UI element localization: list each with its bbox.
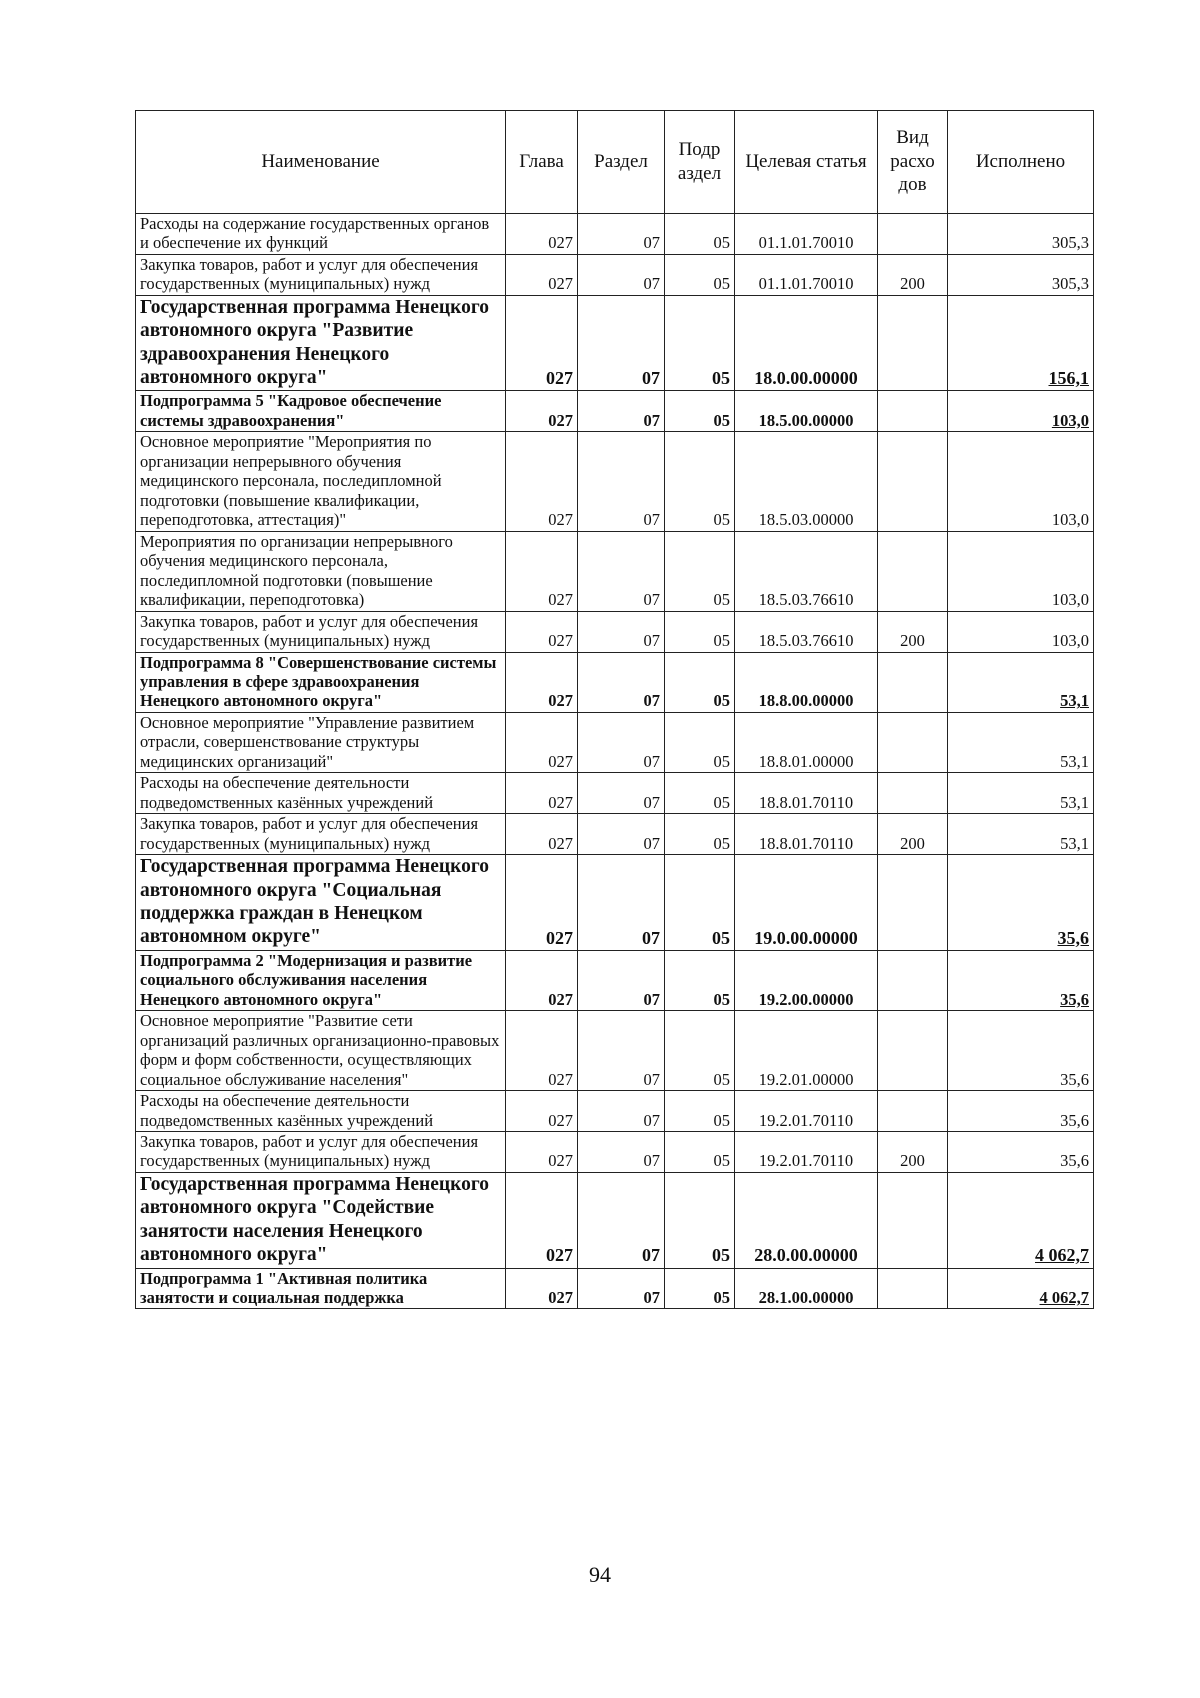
cell-expense-type: 200 [878,254,948,295]
header-target: Целевая статья [735,111,878,214]
cell-target: 18.0.00.00000 [735,295,878,391]
cell-section: 07 [578,1268,665,1309]
cell-name: Закупка товаров, работ и услуг для обеспечения государственных (муниципальных) нужд [136,1132,506,1173]
cell-target: 18.8.01.70110 [735,814,878,855]
cell-target: 18.5.00.00000 [735,391,878,432]
cell-name: Расходы на обеспечение деятельности подведомственных казённых учреждений [136,1091,506,1132]
budget-table [135,110,1094,1309]
cell-section: 07 [578,295,665,391]
table-row [136,214,1094,255]
table-row [136,855,1094,951]
table-row [136,1091,1094,1132]
header-expense-type: Вид расхо дов [878,111,948,214]
cell-section: 07 [578,855,665,951]
table-row [136,391,1094,432]
table-row [136,531,1094,611]
cell-name: Расходы на обеспечение деятельности подведомственных казённых учреждений [136,773,506,814]
cell-amount: 103,0 [948,611,1094,652]
cell-subsection: 05 [665,950,735,1010]
cell-expense-type [878,773,948,814]
cell-chapter: 027 [506,611,578,652]
table-row [136,1011,1094,1091]
cell-name: Основное мероприятие "Развитие сети организаций различных организационно-правовых форм и форм собственности, осуществляющих социальное обслуживание населения" [136,1011,506,1091]
cell-target: 18.5.03.76610 [735,611,878,652]
cell-section: 07 [578,214,665,255]
cell-section: 07 [578,254,665,295]
cell-chapter: 027 [506,712,578,772]
cell-target: 28.1.00.00000 [735,1268,878,1309]
cell-target: 01.1.01.70010 [735,254,878,295]
cell-amount: 35,6 [948,1091,1094,1132]
cell-expense-type [878,1091,948,1132]
cell-target: 18.5.03.76610 [735,531,878,611]
cell-chapter: 027 [506,652,578,712]
cell-chapter: 027 [506,814,578,855]
cell-subsection: 05 [665,1268,735,1309]
header-executed: Исполнено [948,111,1094,214]
cell-chapter: 027 [506,432,578,531]
cell-amount: 53,1 [948,814,1094,855]
page-number: 94 [589,1562,611,1587]
cell-target: 18.8.01.70110 [735,773,878,814]
cell-name: Подпрограмма 8 "Совершенствование системы управления в сфере здравоохранения Ненецкого автономного округа" [136,652,506,712]
header-name: Наименование [136,111,506,214]
cell-section: 07 [578,773,665,814]
cell-subsection: 05 [665,391,735,432]
cell-expense-type [878,855,948,951]
cell-expense-type: 200 [878,1132,948,1173]
cell-subsection: 05 [665,1011,735,1091]
cell-name: Основное мероприятие "Мероприятия по организации непрерывного обучения медицинского персонала, последипломной подготовки (повышение квалификации, переподготовка, аттестация)" [136,432,506,531]
cell-name: Основное мероприятие "Управление развитием отрасли, совершенствование структуры медицинских организаций" [136,712,506,772]
cell-section: 07 [578,531,665,611]
table-row [136,432,1094,531]
cell-chapter: 027 [506,1172,578,1268]
header-row [136,111,1094,214]
cell-chapter: 027 [506,1268,578,1309]
cell-target: 01.1.01.70010 [735,214,878,255]
table-row [136,814,1094,855]
cell-expense-type: 200 [878,814,948,855]
cell-chapter: 027 [506,254,578,295]
cell-subsection: 05 [665,531,735,611]
cell-chapter: 027 [506,295,578,391]
cell-section: 07 [578,432,665,531]
cell-name: Закупка товаров, работ и услуг для обеспечения государственных (муниципальных) нужд [136,814,506,855]
cell-expense-type: 200 [878,611,948,652]
cell-section: 07 [578,652,665,712]
cell-subsection: 05 [665,814,735,855]
cell-target: 19.2.01.70110 [735,1132,878,1173]
cell-subsection: 05 [665,1091,735,1132]
cell-amount: 103,0 [948,432,1094,531]
cell-chapter: 027 [506,1011,578,1091]
table-row [136,1172,1094,1268]
header-subsection: Подр аздел [665,111,735,214]
cell-expense-type [878,1011,948,1091]
cell-amount: 35,6 [948,950,1094,1010]
cell-target: 19.0.00.00000 [735,855,878,951]
cell-name: Подпрограмма 2 "Модернизация и развитие социального обслуживания населения Ненецкого автономного округа" [136,950,506,1010]
cell-name: Расходы на содержание государственных органов и обеспечение их функций [136,214,506,255]
cell-section: 07 [578,1172,665,1268]
cell-target: 18.5.03.00000 [735,432,878,531]
table-row [136,611,1094,652]
cell-subsection: 05 [665,214,735,255]
cell-amount: 35,6 [948,1132,1094,1173]
table-body [136,214,1094,1309]
cell-section: 07 [578,1132,665,1173]
cell-expense-type [878,712,948,772]
cell-amount: 4 062,7 [948,1268,1094,1309]
cell-target: 28.0.00.00000 [735,1172,878,1268]
cell-subsection: 05 [665,652,735,712]
cell-chapter: 027 [506,950,578,1010]
cell-target: 19.2.01.70110 [735,1091,878,1132]
table-row [136,773,1094,814]
cell-amount: 35,6 [948,1011,1094,1091]
cell-section: 07 [578,814,665,855]
cell-target: 19.2.00.00000 [735,950,878,1010]
cell-chapter: 027 [506,855,578,951]
cell-expense-type [878,295,948,391]
cell-target: 19.2.01.00000 [735,1011,878,1091]
cell-section: 07 [578,611,665,652]
cell-name: Государственная программа Ненецкого автономного округа "Социальная поддержка граждан в Ненецком автономном округе" [136,855,506,951]
cell-subsection: 05 [665,773,735,814]
cell-section: 07 [578,712,665,772]
cell-chapter: 027 [506,214,578,255]
cell-chapter: 027 [506,531,578,611]
cell-expense-type [878,950,948,1010]
cell-name: Подпрограмма 1 "Активная политика занятости и социальная поддержка [136,1268,506,1309]
cell-amount: 53,1 [948,773,1094,814]
cell-amount: 305,3 [948,254,1094,295]
table-row [136,1132,1094,1173]
cell-amount: 53,1 [948,712,1094,772]
cell-subsection: 05 [665,611,735,652]
header-section: Раздел [578,111,665,214]
cell-subsection: 05 [665,1172,735,1268]
cell-name: Закупка товаров, работ и услуг для обеспечения государственных (муниципальных) нужд [136,611,506,652]
cell-name: Подпрограмма 5 "Кадровое обеспечение системы здравоохранения" [136,391,506,432]
cell-expense-type [878,652,948,712]
cell-name: Закупка товаров, работ и услуг для обеспечения государственных (муниципальных) нужд [136,254,506,295]
header-chapter: Глава [506,111,578,214]
cell-amount: 156,1 [948,295,1094,391]
cell-expense-type [878,432,948,531]
cell-expense-type [878,531,948,611]
cell-target: 18.8.00.00000 [735,652,878,712]
cell-subsection: 05 [665,855,735,951]
cell-subsection: 05 [665,254,735,295]
cell-target: 18.8.01.00000 [735,712,878,772]
cell-subsection: 05 [665,712,735,772]
cell-chapter: 027 [506,391,578,432]
cell-section: 07 [578,950,665,1010]
cell-expense-type [878,1268,948,1309]
cell-expense-type [878,1172,948,1268]
cell-subsection: 05 [665,295,735,391]
cell-amount: 53,1 [948,652,1094,712]
cell-amount: 4 062,7 [948,1172,1094,1268]
cell-section: 07 [578,1091,665,1132]
table-row [136,295,1094,391]
cell-chapter: 027 [506,773,578,814]
cell-name: Государственная программа Ненецкого автономного округа "Содействие занятости населения Ненецкого автономного округа" [136,1172,506,1268]
cell-chapter: 027 [506,1132,578,1173]
cell-subsection: 05 [665,432,735,531]
cell-chapter: 027 [506,1091,578,1132]
cell-section: 07 [578,1011,665,1091]
table-row [136,652,1094,712]
cell-amount: 103,0 [948,391,1094,432]
cell-amount: 103,0 [948,531,1094,611]
cell-expense-type [878,214,948,255]
cell-amount: 35,6 [948,855,1094,951]
table-row [136,712,1094,772]
table-row [136,950,1094,1010]
cell-expense-type [878,391,948,432]
cell-name: Мероприятия по организации непрерывного обучения медицинского персонала, последипломной подготовки (повышение квалификации, переподготовка) [136,531,506,611]
cell-subsection: 05 [665,1132,735,1173]
table-row [136,254,1094,295]
table-row [136,1268,1094,1309]
cell-section: 07 [578,391,665,432]
cell-amount: 305,3 [948,214,1094,255]
cell-name: Государственная программа Ненецкого автономного округа "Развитие здравоохранения Ненецкого автономного округа" [136,295,506,391]
